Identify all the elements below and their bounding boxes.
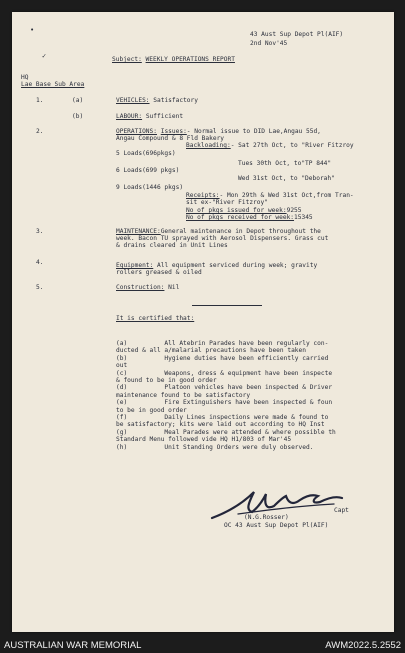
divider (192, 305, 262, 306)
archive-id: AWM2022.5.2552 (325, 640, 401, 651)
labour-line: LABOUR: Sufficient (116, 113, 184, 120)
certified-line: maintenance found to be satisfactory (116, 391, 251, 399)
loads-line: 6 Loads(699 pkgs) (116, 167, 180, 174)
maintenance-line: & drains cleared in Unit Lines (116, 242, 228, 249)
equipment-line: rollers greased & oiled (116, 269, 202, 276)
item-number: 2. (36, 128, 44, 135)
certified-line: (f) Daily Lines inspections were made & found to (116, 414, 329, 421)
certified-line: (g) Meal Parades were attended & where possible th (116, 428, 336, 436)
certified-line: (c) Weapons, dress & equipment have been inspecte (116, 369, 333, 377)
loads-line: 9 Loads(1446 pkgs) (116, 184, 184, 191)
loads-line: 5 Loads(696pkgs) (116, 150, 176, 157)
item-number: 3. (36, 228, 44, 235)
document-page (12, 12, 394, 632)
pkgs-issued: No of pkgs issued for week:9255 (186, 207, 302, 214)
signatory-rank: Capt (334, 507, 349, 514)
pkgs-received: No of pkgs received for week:15345 (186, 214, 313, 221)
backloading-line: Backloading:- Sat 27th Oct, to "River Fitzroy (186, 142, 354, 149)
certified-line: (a) All Atebrin Parades have been regularly con- (116, 340, 329, 347)
certified-heading: It is certified that: (116, 315, 195, 322)
certified-line: (b) Hygiene duties have been efficiently carried (116, 354, 329, 362)
vehicles-line: VEHICLES: Satisfactory (116, 97, 198, 104)
signatory-name: (N.G.Rosser) (244, 514, 289, 521)
archive-name: AUSTRALIAN WAR MEMORIAL (4, 640, 142, 651)
archive-footer (0, 636, 405, 653)
item-sub: (a) (72, 97, 84, 104)
item-sub: (b) (72, 113, 84, 120)
certified-line: out (116, 362, 128, 370)
item-number: 1. (36, 97, 44, 104)
punch-mark: • (30, 26, 35, 34)
receipts-line: Receipts:- Mon 29th & Wed 31st Oct,from Tran- (186, 192, 354, 199)
report-date: 2nd Nov'45 (250, 40, 288, 47)
operations-issues-cont: Angau Compound & 8 Fld Bakery (116, 135, 225, 142)
item-number: 4. (36, 259, 44, 266)
certified-line: Standard Menu followed vide HQ H1/803 of Mar'45 (116, 436, 292, 444)
item-number: 5. (36, 284, 44, 291)
equipment-line: Equipment: All equipment serviced during week; gravity (116, 262, 318, 269)
signatory-title: OC 43 Aust Sup Depot Pl(AIF) (224, 522, 329, 529)
receipts-line-cont: sit ex-"River Fitzroy" (186, 199, 268, 206)
backloading-line: Tues 30th Oct, to"TP 844" (238, 160, 332, 167)
certified-line: be satisfactory; kits were laid out according to HQ Inst (116, 421, 325, 429)
addressee-hq: HQ (21, 74, 29, 81)
subject-line: Subject: WEEKLY OPERATIONS REPORT (112, 56, 235, 63)
backloading-line: Wed 31st Oct, to "Deborah" (238, 175, 335, 182)
addressee-area: Lae Base Sub Area (21, 81, 85, 88)
pencil-mark: ✓ (42, 52, 47, 60)
operations-issues: OPERATIONS: Issues:- Normal issue to DID Lae,Angau 55d, (116, 128, 321, 135)
certified-line: (e) Fire Extinguishers have been inspected & foun (116, 399, 333, 407)
certified-line: ducted & all a/malarial precautions have been taken (116, 347, 306, 355)
maintenance-line: MAINTENANCE:General maintenance in Depot throughout the (116, 228, 321, 235)
unit-header: 43 Aust Sup Depot Pl(AIF) (250, 31, 344, 38)
certified-line: (h) Unit Standing Orders were duly observed. (116, 443, 314, 451)
certified-line: & found to be in good order (116, 377, 217, 384)
certified-line: to be in good order (116, 406, 187, 414)
construction-line: Construction: Nil (116, 284, 180, 291)
maintenance-line: week. Bacon TU sprayed with Aerosol Dispensers. Grass cut (116, 235, 329, 242)
certified-line: (d) Platoon vehicles have been inspected & Driver (116, 384, 333, 392)
